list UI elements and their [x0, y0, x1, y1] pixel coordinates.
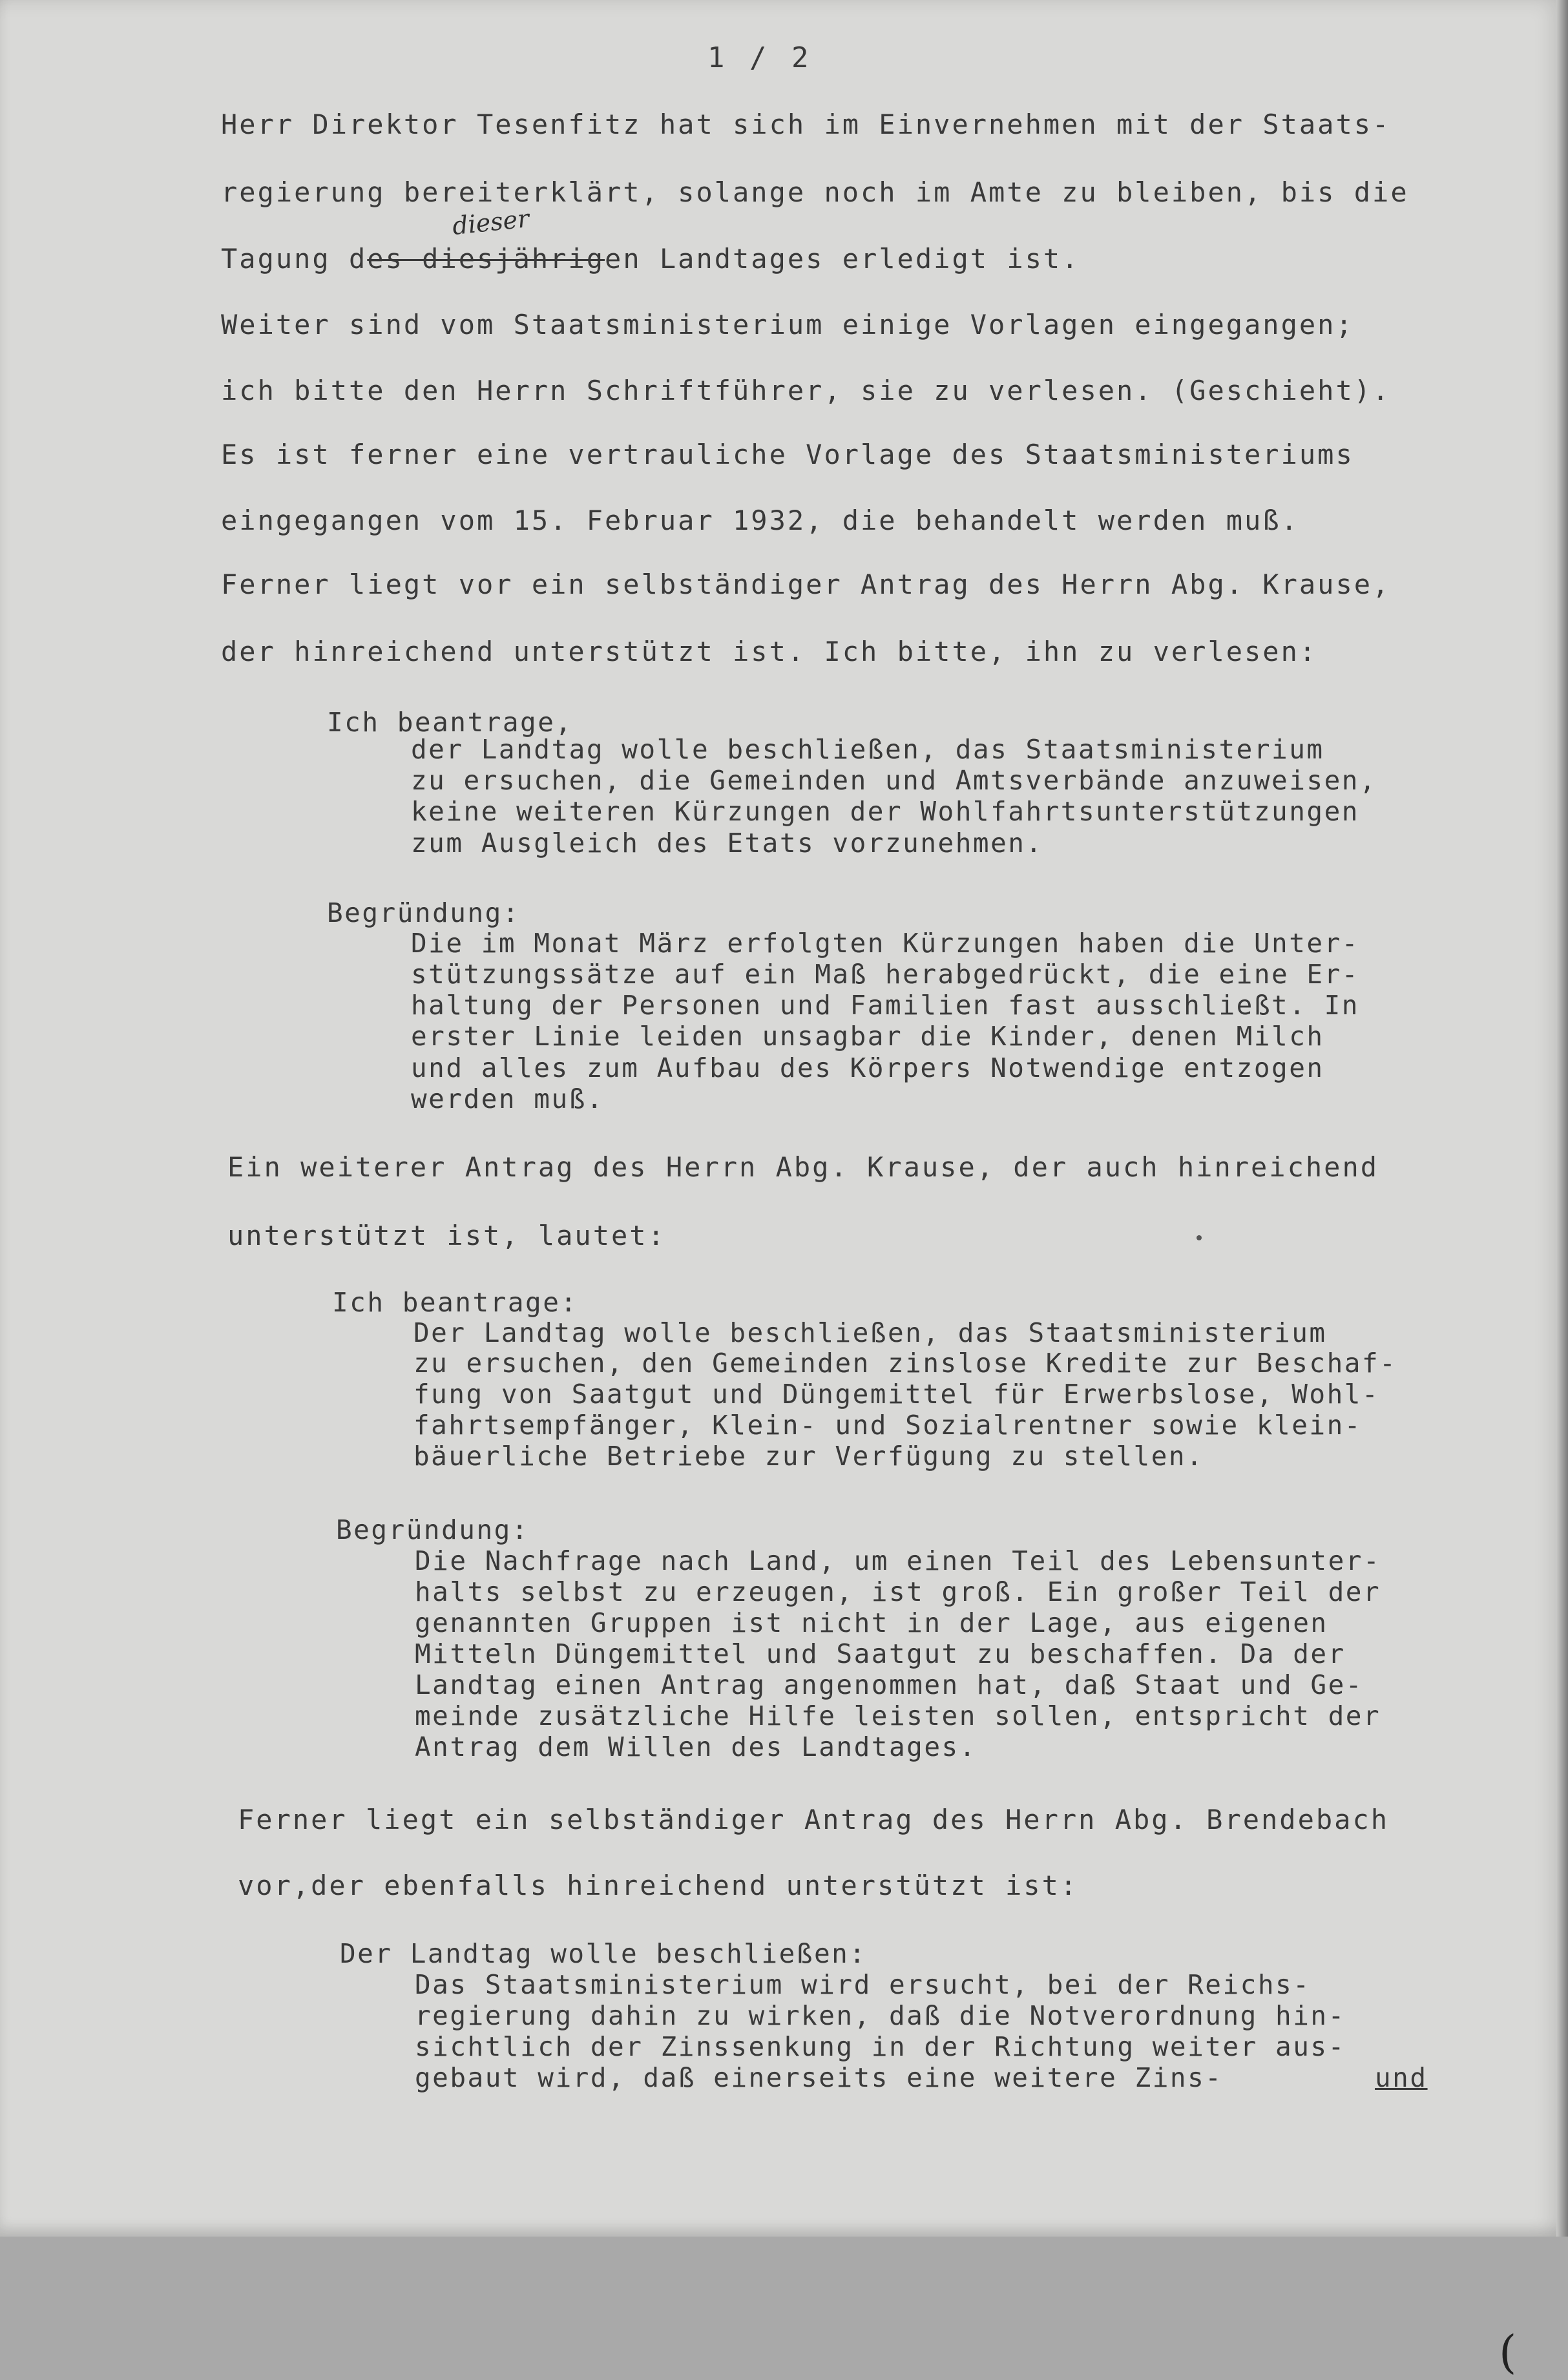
motion3-line: regierung dahin zu wirken, daß die Notverordnung hin-	[415, 2000, 1346, 2031]
handwritten-correction: dieser	[451, 204, 531, 241]
text-after-strike: en Landtages erledigt ist.	[605, 243, 1080, 275]
motion2-heading: Ich beantrage:	[332, 1287, 578, 1318]
motion1-reason-line: erster Linie leiden unsagbar die Kinder, denen Milch	[411, 1021, 1324, 1052]
motion1-line: zum Ausgleich des Etats vorzunehmen.	[411, 828, 1043, 859]
paragraph-line: Ein weiterer Antrag des Herrn Abg. Krause, der auch hinreichend	[227, 1151, 1379, 1183]
motion3-line: sichtlich der Zinssenkung in der Richtung weiter aus-	[415, 2031, 1346, 2062]
motion2-reason-line: genannten Gruppen ist nicht in der Lage, aus eigenen	[415, 1607, 1328, 1638]
paragraph-line: vor,der ebenfalls hinreichend unterstützt ist:	[238, 1870, 1079, 1901]
motion1-line: zu ersuchen, die Gemeinden und Amtsverbände anzuweisen,	[411, 765, 1377, 796]
motion2-reason-line: Mitteln Düngemittel und Saatgut zu beschaffen. Da der	[415, 1638, 1346, 1669]
struck-text: es diesjährig	[367, 243, 605, 275]
paragraph-line: regierung bereiterklärt, solange noch im Amte zu bleiben, bis die	[221, 176, 1409, 208]
page-edge-shadow	[1556, 0, 1568, 2237]
paragraph-line: Ferner liegt vor ein selbständiger Antrag des Herrn Abg. Krause,	[221, 569, 1391, 600]
ink-dot	[1197, 1235, 1202, 1240]
motion2-line: fahrtsempfänger, Klein- und Sozialrentner sowie klein-	[413, 1410, 1362, 1441]
motion1-reason-line: Die im Monat März erfolgten Kürzungen haben die Unter-	[411, 928, 1359, 959]
motion2-line: fung von Saatgut und Düngemittel für Erwerbslose, Wohl-	[413, 1379, 1380, 1410]
motion1-reason-line: werden muß.	[411, 1083, 605, 1114]
paragraph-line: ich bitte den Herrn Schriftführer, sie zu verlesen. (Geschieht).	[221, 375, 1391, 406]
motion2-reason-line: Landtag einen Antrag angenommen hat, daß Staat und Ge-	[415, 1669, 1363, 1700]
motion1-reason-line: und alles zum Aufbau des Körpers Notwendige entzogen	[411, 1052, 1324, 1083]
paragraph-line: Ferner liegt ein selbständiger Antrag des Herrn Abg. Brendebach	[238, 1804, 1390, 1835]
motion2-reason-line: Antrag dem Willen des Landtages.	[415, 1731, 977, 1762]
paragraph-line: eingegangen vom 15. Februar 1932, die behandelt werden muß.	[221, 505, 1299, 536]
motion2-line: bäuerliche Betriebe zur Verfügung zu stellen.	[413, 1441, 1204, 1472]
motion1-reason-line: haltung der Personen und Familien fast ausschließt. In	[411, 990, 1359, 1021]
motion1-heading: Ich beantrage,	[327, 707, 573, 738]
motion3-line: gebaut wird, daß einerseits eine weitere Zins-	[415, 2062, 1223, 2093]
paragraph-line: der hinreichend unterstützt ist. Ich bitte, ihn zu verlesen:	[221, 636, 1318, 667]
scan-background	[0, 2237, 1568, 2380]
motion1-line: der Landtag wolle beschließen, das Staatsministerium	[411, 734, 1324, 765]
motion3-line: Das Staatsministerium wird ersucht, bei der Reichs-	[415, 1969, 1311, 2000]
margin-bracket-mark: (	[1499, 2326, 1517, 2379]
text-before-strike: Tagung d	[221, 243, 368, 275]
motion1-reason-line: stützungssätze auf ein Maß herabgedrückt, die eine Er-	[411, 959, 1359, 990]
motion1-reason-heading: Begründung:	[327, 897, 521, 928]
motion3-heading: Der Landtag wolle beschließen:	[340, 1938, 867, 1969]
paragraph-line-with-strike	[221, 245, 1080, 273]
paragraph-line: Weiter sind vom Staatsministerium einige Vorlagen eingegangen;	[221, 309, 1354, 340]
motion2-reason-line: Die Nachfrage nach Land, um einen Teil des Lebensunter-	[415, 1545, 1381, 1576]
page-number: 1 / 2	[707, 41, 813, 74]
motion2-reason-heading: Begründung:	[336, 1514, 530, 1545]
motion2-reason-line: halts selbst zu erzeugen, ist groß. Ein großer Teil der	[415, 1576, 1381, 1607]
motion2-reason-line: meinde zusätzliche Hilfe leisten sollen, entspricht der	[415, 1700, 1381, 1731]
motion2-line: Der Landtag wolle beschließen, das Staatsministerium	[413, 1317, 1327, 1348]
paragraph-line: Herr Direktor Tesenfitz hat sich im Einvernehmen mit der Staats-	[221, 109, 1391, 140]
motion2-line: zu ersuchen, den Gemeinden zinslose Kredite zur Beschaf-	[413, 1348, 1397, 1379]
catchword-next-page: und	[1375, 2062, 1428, 2093]
paragraph-line: Es ist ferner eine vertrauliche Vorlage des Staatsministeriums	[221, 439, 1354, 470]
paragraph-line: unterstützt ist, lautet:	[227, 1220, 666, 1251]
motion1-line: keine weiteren Kürzungen der Wohlfahrtsunterstützungen	[411, 796, 1359, 827]
